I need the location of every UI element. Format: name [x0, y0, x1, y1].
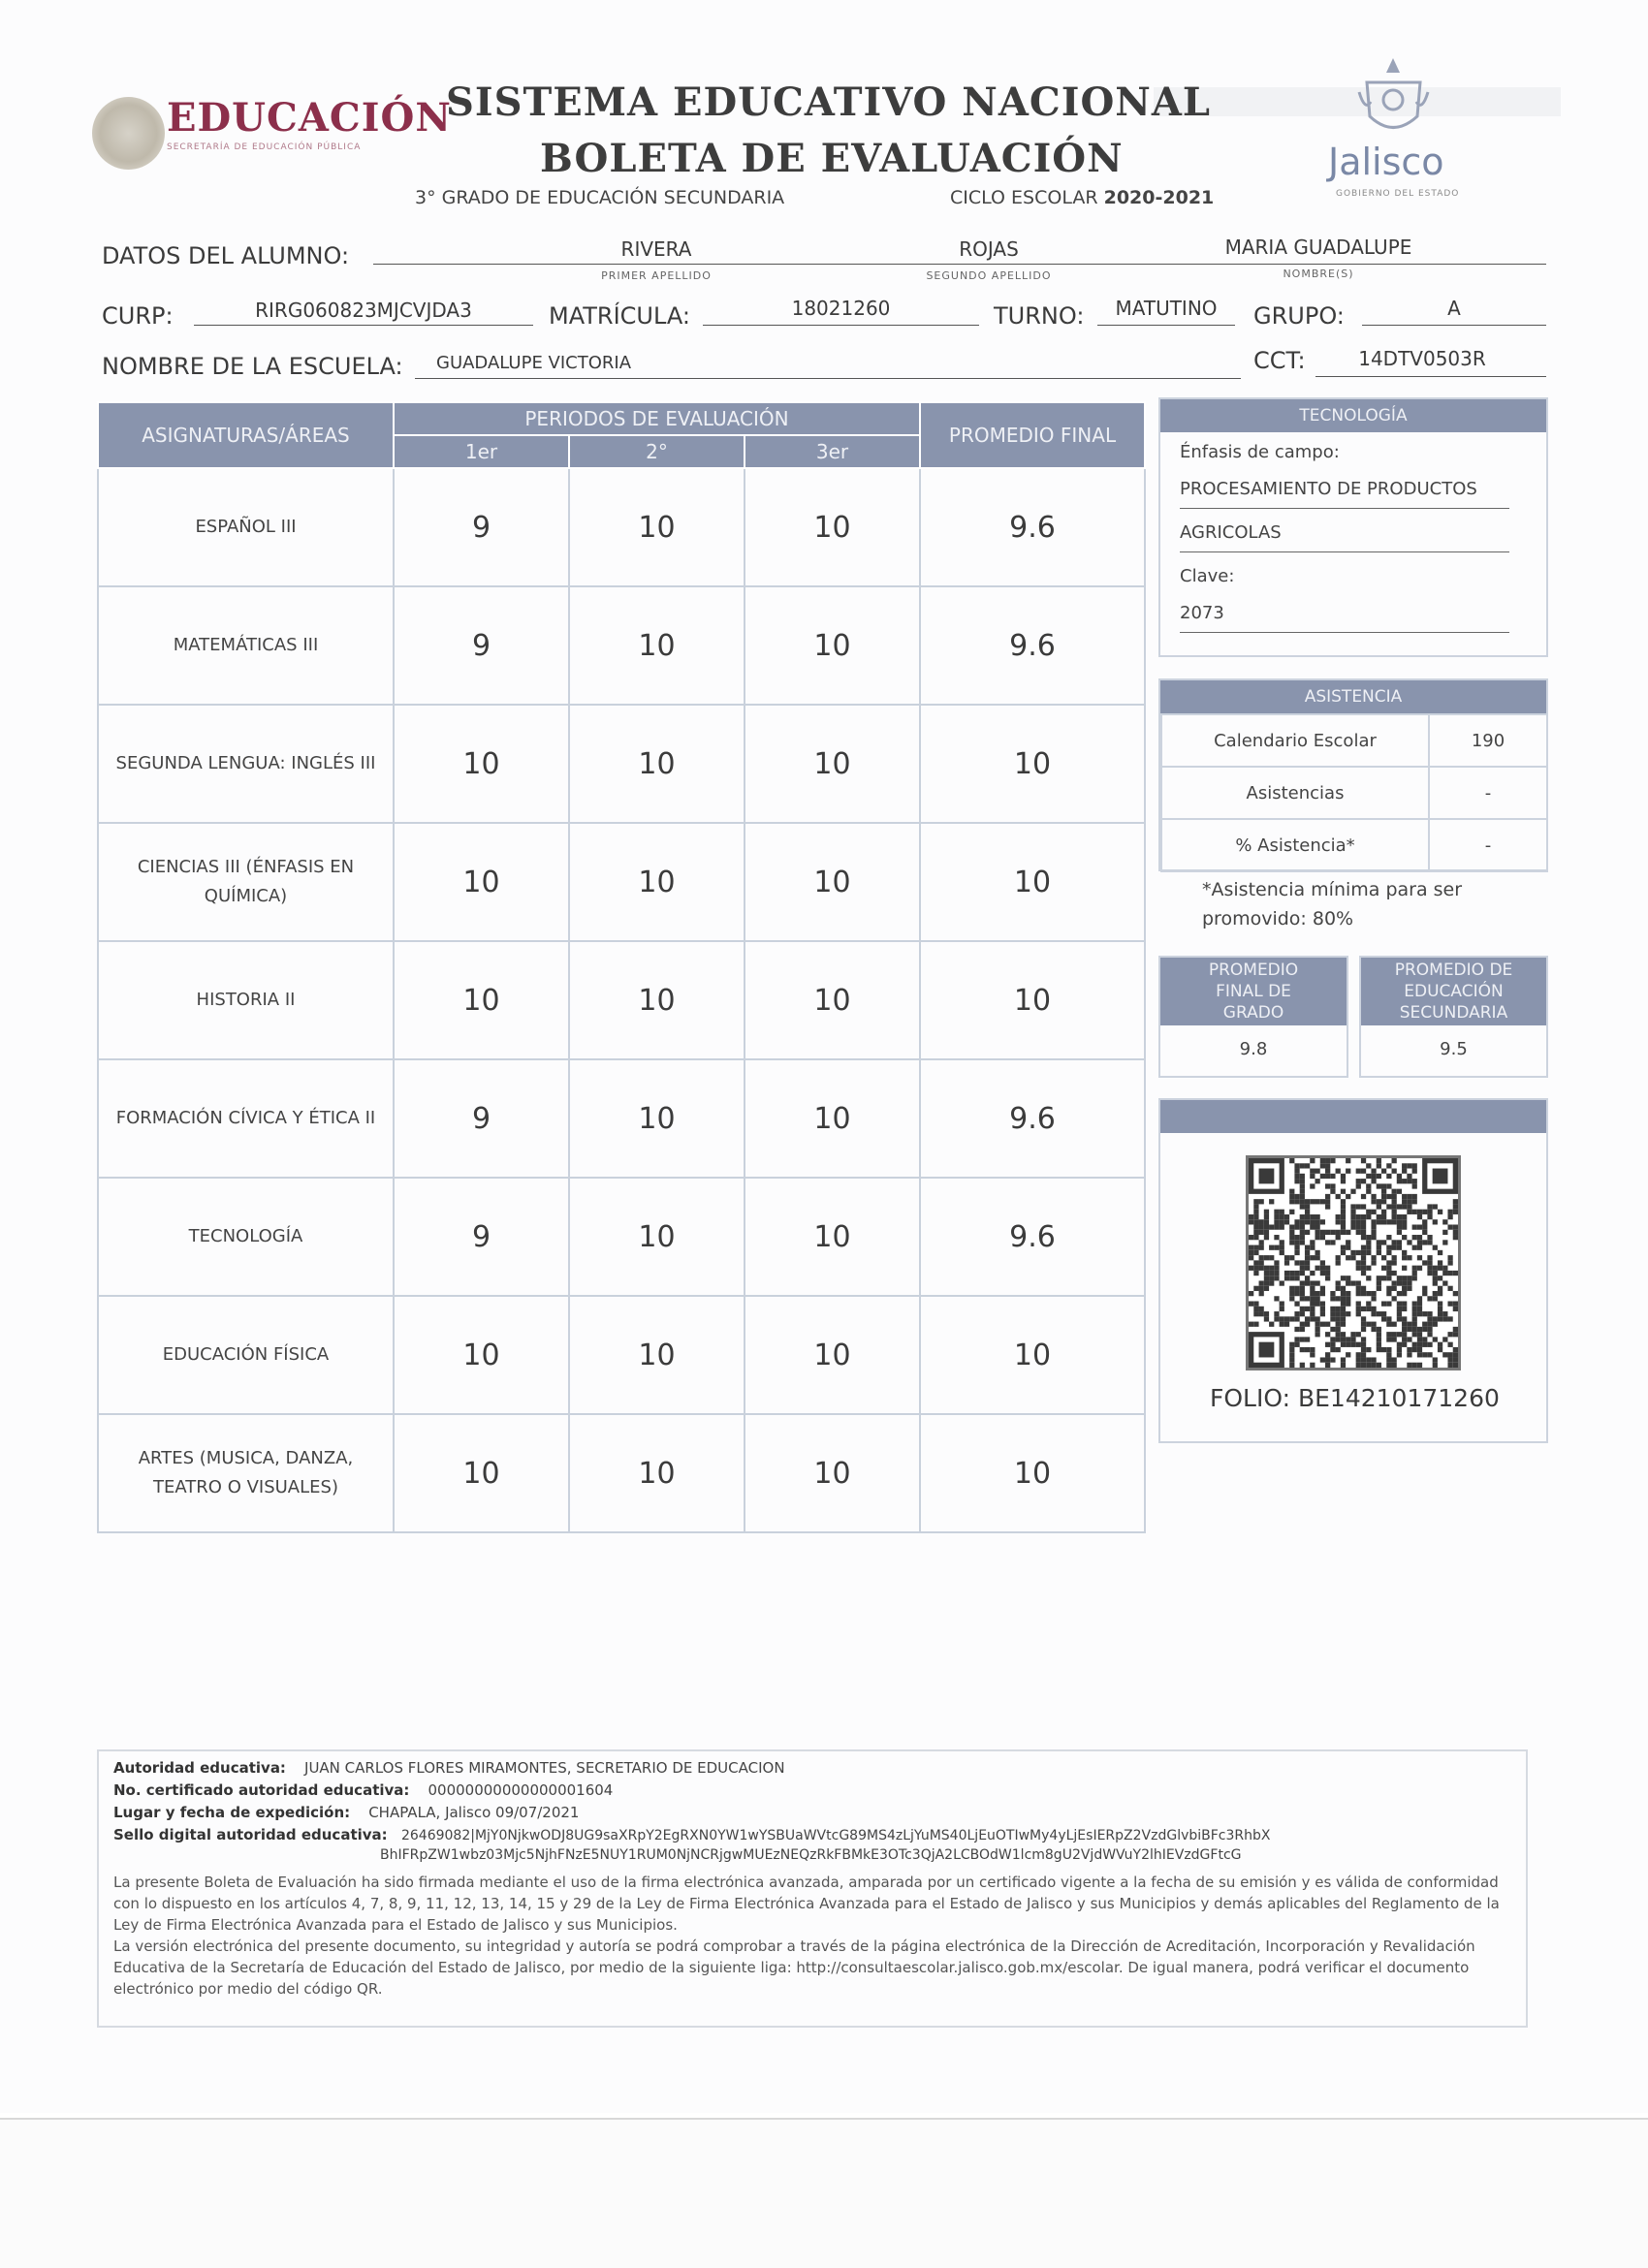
period-2-score: 10 [569, 941, 745, 1059]
certificate-line [113, 1781, 613, 1799]
period-3-score: 10 [745, 941, 920, 1059]
authority-label: Autoridad educativa: [113, 1759, 286, 1777]
period-1-score: 9 [394, 586, 569, 705]
subject-name: ARTES (MUSICA, DANZA, TEATRO O VISUALES) [98, 1414, 394, 1532]
subject-name: CIENCIAS III (ÉNFASIS EN QUÍMICA) [98, 823, 394, 941]
certificate-label: No. certificado autoridad educativa: [113, 1781, 410, 1799]
scan-bottom-strip [0, 2118, 1648, 2268]
curp-value: RIRG060823MJCVJDA3 [255, 299, 472, 322]
grade-row [98, 1178, 1145, 1296]
final-score: 9.6 [920, 468, 1145, 586]
key-value: 2073 [1180, 603, 1224, 623]
period-2-score: 10 [569, 586, 745, 705]
final-score: 9.6 [920, 1178, 1145, 1296]
period-1-header: 1er [394, 435, 569, 468]
document-title: SISTEMA EDUCATIVO NACIONAL [446, 79, 1212, 125]
period-3-score: 10 [745, 468, 920, 586]
final-score: 10 [920, 705, 1145, 823]
sep-logo-subtitle: SECRETARÍA DE EDUCACIÓN PÚBLICA [167, 142, 362, 152]
attendance-table [1160, 713, 1548, 872]
attendance-note: *Asistencia mínima para ser promovido: 80% [1202, 879, 1463, 929]
period-3-score: 10 [745, 586, 920, 705]
period-2-score: 10 [569, 1178, 745, 1296]
period-2-score: 10 [569, 1059, 745, 1178]
attendance-row [1161, 714, 1547, 767]
periods-header: PERIODOS DE EVALUACIÓN [394, 402, 920, 435]
period-1-score: 10 [394, 823, 569, 941]
period-2-score: 10 [569, 705, 745, 823]
period-2-score: 10 [569, 1296, 745, 1414]
subject-name: HISTORIA II [98, 941, 394, 1059]
period-1-score: 9 [394, 1178, 569, 1296]
subject-name: MATEMÁTICAS III [98, 586, 394, 705]
first-surname: RIVERA [620, 237, 692, 261]
signature-footer [97, 1749, 1528, 2028]
subject-name: EDUCACIÓN FÍSICA [98, 1296, 394, 1414]
jalisco-logo-subtitle: GOBIERNO DEL ESTADO [1336, 189, 1460, 199]
matricula-line [703, 325, 979, 326]
curp-label: CURP: [102, 302, 174, 330]
period-3-score: 10 [745, 1414, 920, 1532]
subject-name: FORMACIÓN CÍVICA Y ÉTICA II [98, 1059, 394, 1178]
technology-panel [1158, 397, 1548, 657]
grade-row [98, 1414, 1145, 1532]
grades-table [97, 401, 1146, 1533]
grade-row [98, 823, 1145, 941]
secondary-average-value: 9.5 [1440, 1039, 1468, 1059]
emphasis-label: Énfasis de campo: [1180, 442, 1340, 462]
place-date-line [113, 1804, 579, 1821]
period-3-score: 10 [745, 1178, 920, 1296]
national-seal-icon [92, 97, 165, 170]
school-value: GUADALUPE VICTORIA [436, 353, 632, 373]
subject-name: ESPAÑOL III [98, 468, 394, 586]
attendance-value: - [1429, 819, 1547, 871]
final-average-header: PROMEDIO FINAL [920, 402, 1145, 468]
period-1-score: 10 [394, 705, 569, 823]
period-1-score: 10 [394, 941, 569, 1059]
attendance-value: - [1429, 767, 1547, 819]
seal-value-1: 26469082|MjY0NjkwODJ8UG9saXRpY2EgRXN0YW1wYSBUaWVtcG89MS4zLjYuMS40LjEuOTIwMy4yLjEsIERpZ2VzdGlvbiBFc3RhbX [400, 1828, 1271, 1843]
jalisco-logo-text: Jalisco [1328, 141, 1444, 183]
school-cycle [950, 187, 1214, 208]
attendance-header: ASISTENCIA [1160, 680, 1546, 713]
attendance-label: Asistencias [1161, 767, 1429, 819]
school-line [415, 378, 1241, 379]
period-2-score: 10 [569, 468, 745, 586]
grade-row [98, 941, 1145, 1059]
attendance-label: % Asistencia* [1161, 819, 1429, 871]
grade-average-panel [1158, 956, 1348, 1078]
attendance-row [1161, 819, 1547, 871]
school-label: NOMBRE DE LA ESCUELA: [102, 353, 403, 380]
grade-level: 3° GRADO DE EDUCACIÓN SECUNDARIA [415, 187, 785, 208]
grade-row [98, 586, 1145, 705]
cycle-value: 2020-2021 [1103, 187, 1215, 208]
matricula-value: 18021260 [791, 297, 891, 320]
cct-label: CCT: [1253, 347, 1306, 374]
grade-average-value: 9.8 [1239, 1039, 1268, 1059]
place-date-value: CHAPALA, Jalisco 09/07/2021 [368, 1804, 580, 1821]
final-score: 10 [920, 1296, 1145, 1414]
grade-row [98, 705, 1145, 823]
emphasis-line-1: PROCESAMIENTO DE PRODUCTOS [1180, 479, 1477, 499]
turno-value: MATUTINO [1115, 297, 1218, 320]
final-score: 10 [920, 1414, 1145, 1532]
period-2-header: 2° [569, 435, 745, 468]
student-names-caption: NOMBRE(S) [1283, 268, 1354, 280]
secondary-average-panel [1359, 956, 1548, 1078]
emphasis-line-2: AGRICOLAS [1180, 522, 1282, 543]
period-3-score: 10 [745, 823, 920, 941]
attendance-panel [1158, 678, 1548, 871]
grupo-value: A [1447, 297, 1461, 320]
verification-paragraph: La versión electrónica del presente documento, su integridad y autoría se podrá comprobar a través de la página electrónica de la Dirección de Acreditación, Incorporación y Revalidación Educativa de la Secretaría de Educación del Estado de Jalisco, por medio de la siguiente liga: http://consultaescolar.jalisco.gob.mx/escolar. De igual manera, podrá verificar el documento electrónico por medio del código QR. [113, 1937, 1475, 1998]
period-1-score: 9 [394, 468, 569, 586]
cycle-label: CICLO ESCOLAR [950, 187, 1098, 208]
student-data-label: DATOS DEL ALUMNO: [102, 242, 350, 269]
cct-line [1315, 376, 1546, 377]
grade-average-header: PROMEDIO FINAL DE GRADO [1160, 958, 1347, 1025]
final-score: 9.6 [920, 586, 1145, 705]
grupo-line [1362, 325, 1546, 326]
document-subtitle: BOLETA DE EVALUACIÓN [540, 136, 1124, 181]
turno-label: TURNO: [994, 302, 1085, 330]
qr-code-icon [1246, 1155, 1461, 1370]
matricula-label: MATRÍCULA: [549, 302, 691, 330]
period-3-score: 10 [745, 1059, 920, 1178]
cct-value: 14DTV0503R [1358, 347, 1486, 370]
first-surname-caption: PRIMER APELLIDO [601, 269, 712, 282]
certificate-value: 00000000000000001604 [428, 1781, 614, 1799]
attendance-value: 190 [1429, 714, 1547, 767]
folio-number: FOLIO: BE14210171260 [1210, 1384, 1500, 1412]
key-underline [1180, 632, 1509, 633]
second-surname: ROJAS [959, 237, 1019, 261]
final-score: 10 [920, 941, 1145, 1059]
period-2-score: 10 [569, 823, 745, 941]
period-2-score: 10 [569, 1414, 745, 1532]
emphasis-underline-1 [1180, 508, 1509, 509]
seal-line [113, 1826, 1270, 1843]
key-label: Clave: [1180, 566, 1235, 586]
grupo-label: GRUPO: [1253, 302, 1345, 330]
technology-header: TECNOLOGÍA [1160, 399, 1546, 432]
place-date-label: Lugar y fecha de expedición: [113, 1804, 351, 1821]
final-score: 10 [920, 823, 1145, 941]
second-surname-caption: SEGUNDO APELLIDO [926, 269, 1052, 282]
grade-row [98, 468, 1145, 586]
emphasis-underline-2 [1180, 551, 1509, 552]
signature-paragraph: La presente Boleta de Evaluación ha sido firmada mediante el uso de la firma electrónica avanzada, amparada por un certificado vigente a la fecha de su emisión y es válida de conformidad con lo dispuesto en los artículos 4, 7, 8, 9, 11, 12, 13, 14, 15 y 29 de la Ley de Firma Electrónica Avanzada para el Estado de Jalisco y sus Municipios y demás aplicables del Reglamento de la Ley de Firma Electrónica Avanzada para el Estado de Jalisco y sus Municipios. [113, 1874, 1500, 1934]
period-1-score: 10 [394, 1414, 569, 1532]
student-names: MARIA GUADALUPE [1224, 236, 1412, 259]
turno-line [1097, 325, 1235, 326]
subject-name: SEGUNDA LENGUA: INGLÉS III [98, 705, 394, 823]
authority-line [113, 1759, 785, 1777]
sep-logo-text: EDUCACIÓN [167, 95, 452, 141]
period-3-score: 10 [745, 1296, 920, 1414]
period-3-header: 3er [745, 435, 920, 468]
secondary-average-header: PROMEDIO DE EDUCACIÓN SECUNDARIA [1361, 958, 1546, 1025]
period-3-score: 10 [745, 705, 920, 823]
final-score: 9.6 [920, 1059, 1145, 1178]
jalisco-crest-icon [1357, 53, 1430, 141]
authority-value: JUAN CARLOS FLORES MIRAMONTES, SECRETARIO DE EDUCACION [304, 1759, 785, 1777]
student-name-line [373, 264, 1546, 265]
grade-row [98, 1059, 1145, 1178]
seal-value-2: BhIFRpZW1wbz03Mjc5NjhFNzE5NUY1RUM0NjNCRjgwMUEzNEQzRkFBMkE3OTc3QjA2LCBOdW1lcm8gU2VjdWVuY2lhIEVzdGFtcG [380, 1847, 1242, 1863]
attendance-label: Calendario Escolar [1161, 714, 1429, 767]
subject-name: TECNOLOGÍA [98, 1178, 394, 1296]
grade-row [98, 1296, 1145, 1414]
period-1-score: 10 [394, 1296, 569, 1414]
attendance-row [1161, 767, 1547, 819]
curp-line [194, 325, 533, 326]
period-1-score: 9 [394, 1059, 569, 1178]
seal-label: Sello digital autoridad educativa: [113, 1826, 388, 1843]
subjects-header: ASIGNATURAS/ÁREAS [98, 402, 394, 468]
qr-header [1160, 1100, 1546, 1133]
